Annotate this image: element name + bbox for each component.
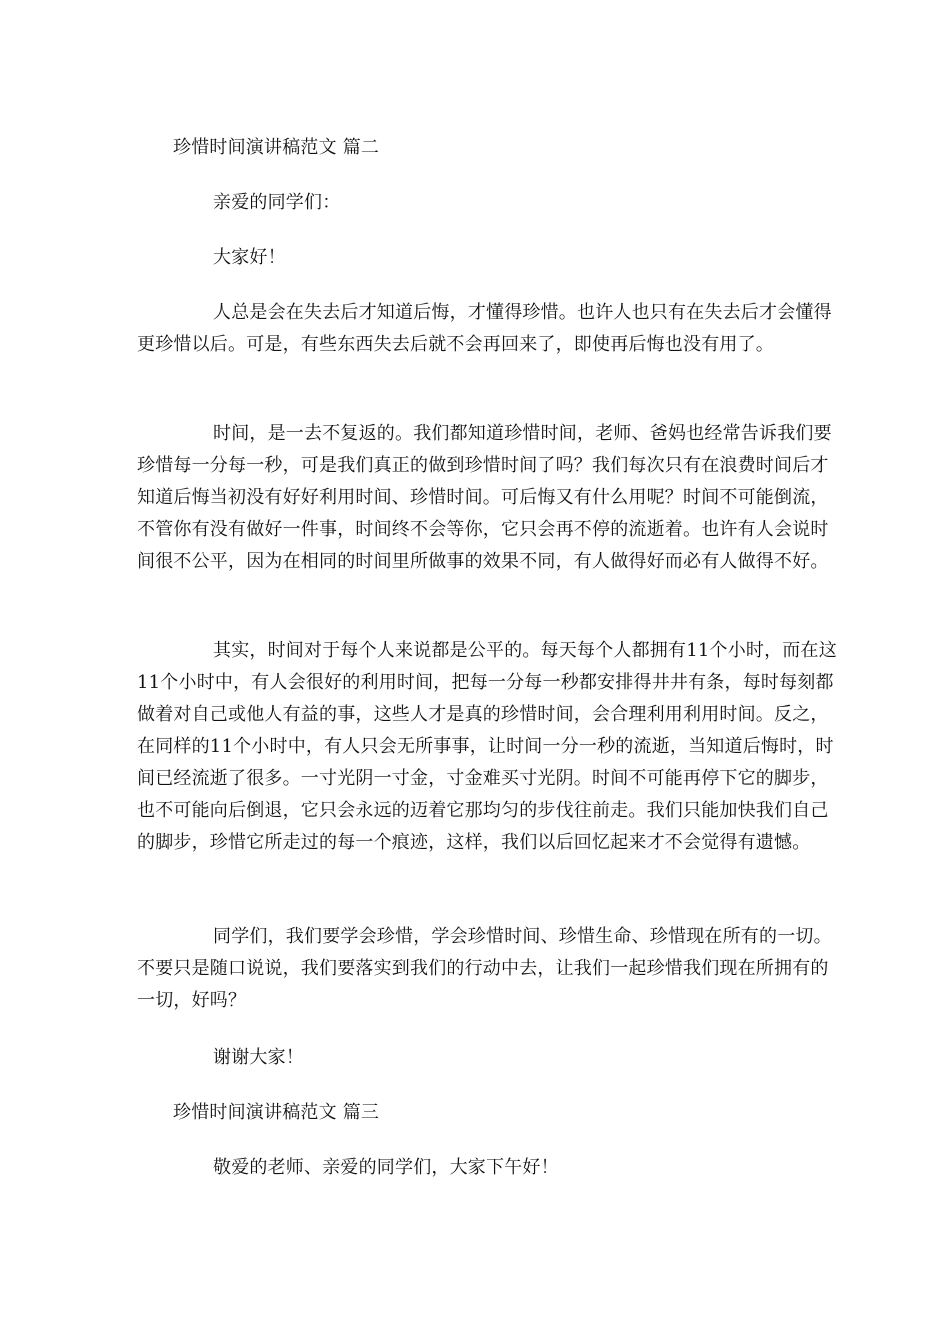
paragraph-4: 同学们，我们要学会珍惜，学会珍惜时间、珍惜生命、珍惜现在所有的一切。不要只是随口说说，我们要落实到我们的行动中去，让我们一起珍惜我们现在所拥有的一切，好吗？ [137, 926, 832, 1011]
section-heading-3: 珍惜时间演讲稿范文 篇三 [173, 1102, 380, 1123]
paragraph-2: 时间，是一去不复返的。我们都知道珍惜时间，老师、爸妈也经常告诉我们要珍惜每一分每一秒，可是我们真正的做到珍惜时间了吗？我们每次只有在浪费时间后才知道后悔当初没有好好利用时间、珍惜时间。可后悔又有什么用呢？时间不可能倒流，不管你有没有做好一件事，时间终不会等你，它只会再不停的流逝着。也许有人会说时间很不公平，因为在相同的时间里所做事的效果不同，有人做得好而必有人做得不好。 [137, 423, 832, 572]
paragraph-3: 其实，时间对于每个人来说都是公平的。每天每个人都拥有11个小时，而在这11个小时中，有人会很好的利用时间，把每一分每一秒都安排得井井有条，每时每刻都做着对自己或他人有益的事，这些人才是真的珍惜时间，会合理利用利用时间。反之，在同样的11个小时中，有人只会无所事事，让时间一分一秒的流逝，当知道后悔时，时间已经流逝了很多。一寸光阴一寸金，寸金难买寸光阴。时间不可能再停下它的脚步，也不可能向后倒退，它只会永远的迈着它那均匀的步伐往前走。我们只能加快我们自己的脚步，珍惜它所走过的每一个痕迹，这样，我们以后回忆起来才不会觉得有遗憾。 [137, 640, 837, 853]
thanks-line: 谢谢大家！ [213, 1047, 304, 1068]
greeting-2: 亲爱的同学们： [213, 192, 341, 213]
paragraph-1: 人总是会在失去后才知道后悔，才懂得珍惜。也许人也只有在失去后才会懂得更珍惜以后。可是，有些东西失去后就不会再回来了，即使再后悔也没有用了。 [137, 302, 832, 355]
section-heading-2: 珍惜时间演讲稿范文 篇二 [173, 137, 380, 158]
greeting-3: 敬爱的老师、亲爱的同学们，大家下午好！ [213, 1157, 559, 1178]
hello-2: 大家好！ [213, 247, 286, 268]
